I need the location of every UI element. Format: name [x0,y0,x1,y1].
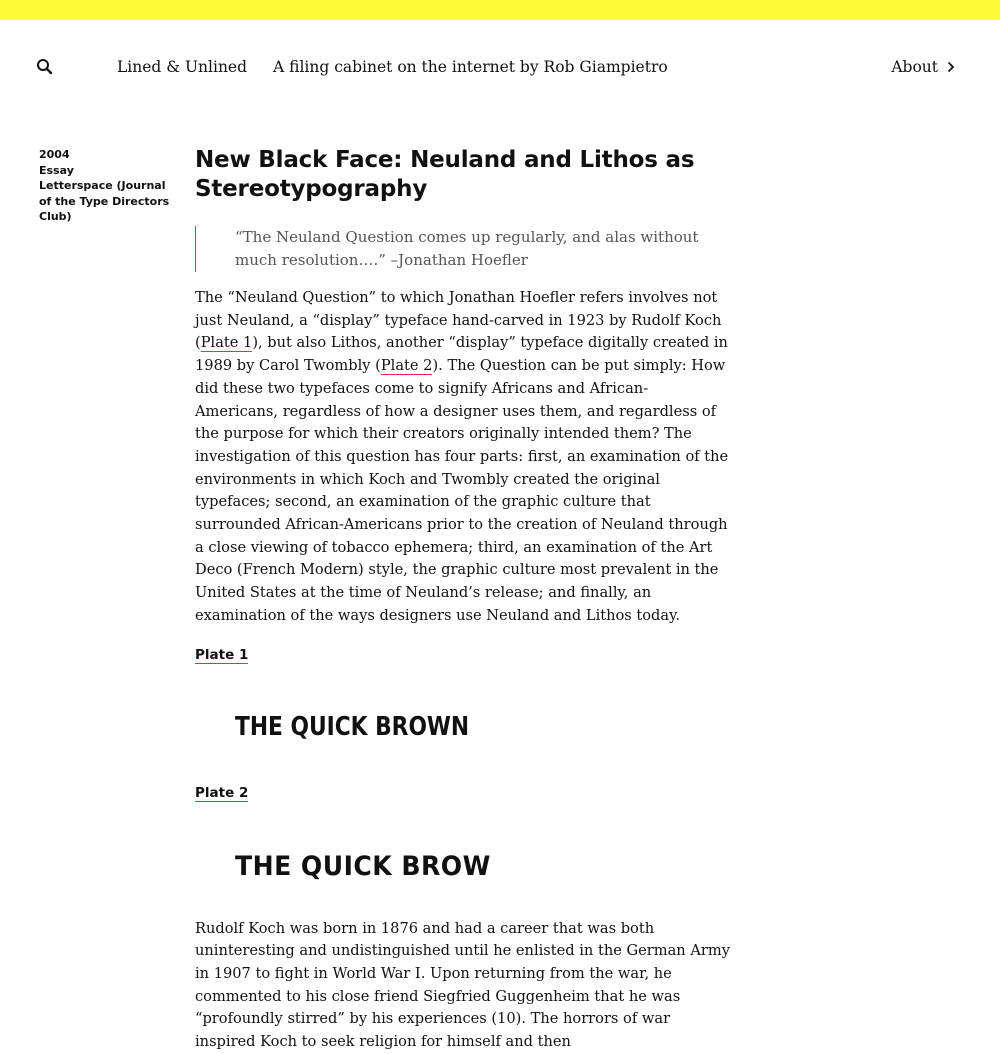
site-header [0,48,1000,88]
plate-2-inline-link[interactable]: Plate 2 [380,357,433,375]
plate-1-inline-link[interactable]: Plate 1 [200,334,253,352]
paragraph-text: ). The Question can be put simply: How did these two typefaces come to signify Africans and African-Americans, regardless of how a designer uses them, and regardless of the purpose for which their creators originally intended them? The investigation of this question has four parts: first, an examination of the environments in which Koch and Twombly created the original typefaces; second, an examination of the graphic culture that surrounded African-Americans prior to the creation of Neuland through a close viewing of tobacco ephemera; third, an examination of the Art Deco (French Modern) style, the graphic culture most prevalent in the United States at the time of Neuland’s release; and finally, an examination of the ways designers use Neuland and Lithos today. [195,357,729,624]
about-link[interactable] [891,58,958,76]
top-stripe [0,0,1000,20]
paragraph-text: ), but also Lithos, another “display” typeface digitally created in 1989 by Carol Twombly ( [195,334,728,375]
search-icon[interactable] [34,56,56,78]
paragraph-text: The “Neuland Question” to which Jonathan Hoefler refers involves not just Neuland, a “display” typeface hand-carved in 1923 by Rudolf Koch ( [195,289,722,352]
plate-2-label[interactable]: Plate 2 [195,784,249,801]
site-tagline: A filing cabinet on the internet by Rob Giampietro [273,58,668,76]
site-name-link[interactable]: Lined & Unlined [117,58,248,76]
about-label: About [891,58,938,76]
chevron-right-icon [944,60,958,74]
plate-2 [195,784,730,882]
article-meta [39,147,179,225]
article-content [195,146,730,1054]
article-type: Essay [39,163,74,177]
lithos-specimen: THE QUICK BROW [235,850,491,882]
neuland-specimen: THE QUICK BROWN [235,711,470,742]
pullquote: “The Neuland Question comes up regularly, and alas without much resolution….” –Jonathan Hoefler [195,226,730,272]
body-paragraph-1 [195,287,730,628]
plate-1-label[interactable]: Plate 1 [195,646,249,663]
article-title: New Black Face: Neuland and Lithos as Stereotypography [195,147,695,202]
plate-1 [195,646,730,742]
body-paragraph-2: Rudolf Koch was born in 1876 and had a career that was both uninteresting and undistinguished until he enlisted in the German Army in 1907 to fight in World War I. Upon returning from the war, he commented to his close friend Siegfried Guggenheim that he was “profoundly stirred” by his experiences (10). The horrors of war inspired Koch to seek religion for himself and then [195,919,730,1051]
article-year: 2004 [39,148,70,161]
article-publication: Letterspace (Journal of the Type Directors Club) [39,179,170,223]
